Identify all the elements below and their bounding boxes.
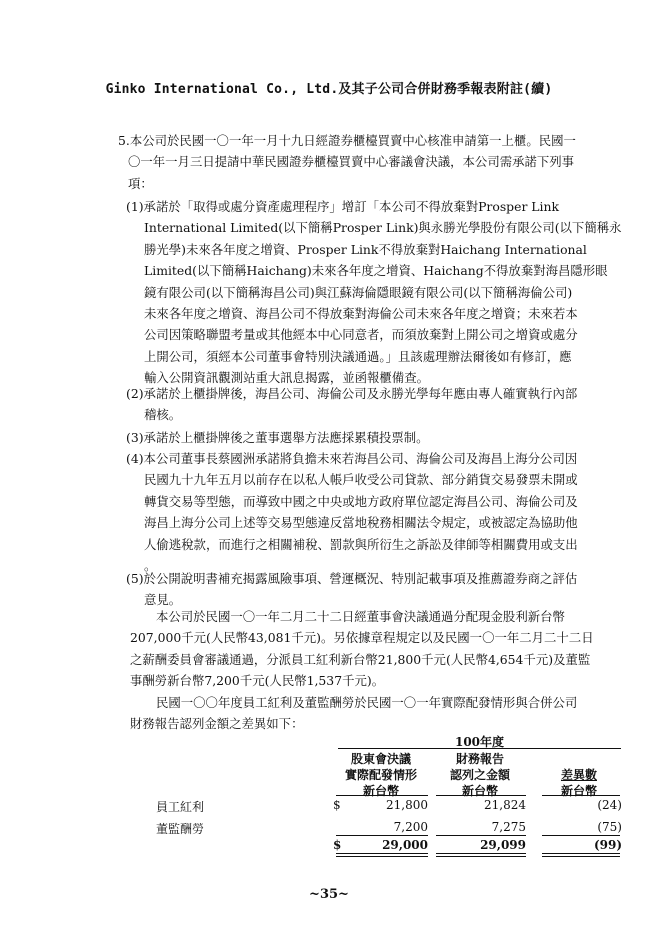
text-line: 207,000千元(人民幣43,081千元)。另依據章程規定以及民國一〇一年二月二十二日 [130, 630, 594, 646]
text-line: 勝光學)未來各年度之增資、Prosper Link不得放棄對Haichang International [144, 241, 587, 257]
total-double-underline [542, 853, 620, 857]
total-resolution: 29,000 [382, 838, 428, 852]
commitment-item-2 [126, 383, 621, 426]
text-line: Limited(以下簡稱Haichang)未來各年度之增資、Haichang不得放棄對海昌隱形眼 [144, 263, 608, 279]
column-header-report: 財務報告 [455, 752, 504, 766]
total-double-underline [336, 853, 428, 857]
text-line: 本公司於民國一〇一年二月二十二日經董事會決議通過分配現金股利新台幣 [156, 609, 565, 624]
note-5-intro [118, 130, 618, 194]
subtotal-underline [542, 835, 620, 836]
value-resolution: 7,200 [393, 820, 428, 834]
currency-symbol: $ [333, 798, 341, 812]
text-line: (4)本公司董事長蔡國洲承諾將負擔未來若海昌公司、海倫公司及海昌上海分公司因 [126, 451, 578, 466]
column-header-difference: 差異數 [560, 768, 597, 782]
value-report: 7,275 [491, 820, 526, 834]
row-label: 董監酬勞 [156, 822, 205, 836]
text-line: 項： [128, 175, 153, 191]
commitment-item-4 [126, 448, 621, 576]
text-line: (3)承諾於上櫃掛牌後之董事選舉方法應採累積投票制。 [126, 430, 429, 445]
text-line: International Limited(以下簡稱Prosper Link)與永勝光學股份有限公司(以下簡稱永 [144, 220, 622, 236]
text-line: 海昌上海分公司上述等交易型態違反當地稅務相關法令規定，或被認定為協助他 [144, 515, 578, 531]
text-line: 稽核。 [144, 407, 182, 423]
total-report: 29,099 [480, 838, 526, 852]
text-line: (1)承諾於「取得或處分資產處理程序」增訂「本公司不得放棄對Prosper Link [126, 199, 559, 214]
total-double-underline [436, 853, 526, 857]
text-line: 公司因策略聯盟考量或其他經本中心同意者，而須放棄對上開公司之增資或處分 [144, 327, 578, 343]
bonus-difference-table [0, 728, 658, 858]
total-currency-symbol: $ [333, 838, 342, 852]
column-underline [336, 795, 428, 796]
commitment-item-5 [126, 568, 621, 611]
page-number: ~35~ [309, 887, 349, 902]
dividend-paragraph [130, 606, 620, 692]
value-difference: (75) [597, 820, 622, 834]
value-report: 21,824 [484, 798, 526, 812]
column-header-difference: 新台幣 [560, 784, 597, 798]
text-line: 事酬勞新台幣7,200千元(人民幣1,537千元)。 [130, 673, 385, 689]
commitment-item-1 [126, 196, 621, 389]
text-line: 財務報告認列金額之差異如下： [130, 716, 304, 732]
text-line: 鏡有限公司(以下簡稱海昌公司)與江蘇海倫隱眼鏡有限公司(以下簡稱海倫公司) [144, 284, 573, 300]
column-underline [436, 795, 526, 796]
text-line: 〇一年一月三日提請中華民國證券櫃檯買賣中心審議會決議，本公司需承諾下列事 [128, 154, 575, 170]
table-year-header: 100年度 [454, 735, 505, 749]
column-header-report: 新台幣 [461, 784, 498, 798]
value-resolution: 21,800 [386, 798, 428, 812]
text-line: 民國九十九年五月以前存在以私人帳戶收受公司貸款、部分銷貨交易發票未開或 [144, 472, 578, 488]
subtotal-underline [436, 835, 526, 836]
commitment-item-3 [126, 427, 621, 448]
text-line: 人偷逃稅款，而進行之相關補稅、罰款與所衍生之訴訟及律師等相關費用或支出 [144, 536, 578, 552]
text-line: (2)承諾於上櫃掛牌後，海昌公司、海倫公司及永勝光學每年應由專人確實執行內部 [126, 386, 578, 401]
text-line: 5.本公司於民國一〇一年一月十九日經證券櫃檯買賣中心核准申請第一上櫃。民國一 [118, 133, 576, 148]
column-header-resolution: 實際配發情形 [344, 768, 417, 782]
row-label: 員工紅利 [156, 800, 205, 814]
text-line: 轉貨交易等型態，而導致中國之中央或地方政府單位認定海昌公司、海倫公司及 [144, 493, 578, 509]
column-underline [542, 795, 620, 796]
text-line: (5)於公開說明書補充揭露風險事項、營運概況、特別記載事項及推薦證券商之評估 [126, 571, 578, 586]
text-line: 上開公司，須經本公司董事會特別決議通過。」且該處理辦法爾後如有修訂，應 [144, 348, 572, 364]
text-line: 輸入公開資訊觀測站重大訊息揭露，並函報櫃備查。 [144, 370, 429, 386]
text-line: 未來各年度之增資、海昌公司不得放棄對海倫公司未來各年度之增資；未來若本 [144, 306, 578, 322]
text-line: 民國一〇〇年度員工紅利及董監酬勞於民國一〇一年實際配發情形與合併公司 [156, 695, 578, 710]
column-header-report: 認列之金額 [449, 768, 510, 782]
text-line: 之薪酬委員會審議通過，分派員工紅利新台幣21,800千元(人民幣4,654千元)及董監 [130, 651, 591, 667]
total-difference: (99) [593, 838, 622, 852]
column-header-resolution: 股東會決議 [350, 752, 411, 766]
text-line: 。 [144, 558, 157, 574]
year-underline [338, 748, 621, 749]
value-difference: (24) [597, 798, 622, 812]
subtotal-underline [336, 835, 428, 836]
page-title: Ginko International Co., Ltd.及其子公司合併財務季報表附註(續) [105, 82, 553, 97]
text-line: 意見。 [144, 592, 182, 608]
column-header-resolution: 新台幣 [362, 784, 399, 798]
